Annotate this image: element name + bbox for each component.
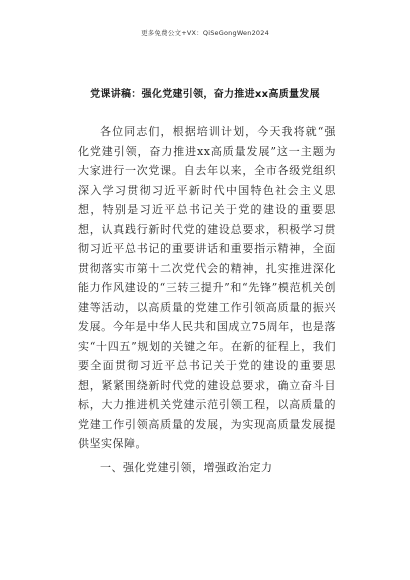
section-heading: 一、强化党建引领，增强政治定力 — [100, 461, 273, 474]
body-paragraph: 各位同志们，根据培训计划，今天我将就“强化党建引领，奋力推进xx高质量发展”这一主题为大家进行一次党课。自去年以来，全市各级党组织深入学习贯彻习近平新时代中国特色社会主义思想，特别是习近平总书记关于党的建设的重要思想，认真践行新时代党的建设总要求，积极学习贯彻习近平总书记的重要讲话和重要指示精神，全面贯彻落实市第十二次党代会的精神，扎实推进深化能力作风建设的“三转三提升”和“先锋”模范机关创建等活动，以高质量的党建工作引领高质量的振兴发展。今年是中华人民共和国成立75周年，也是落实“十四五”规划的关键之年。在新的征程上，我们要全面贯彻习近平总书记关于党的建设的重要思想，紧紧围绕新时代党的建设总要求，确立奋斗目标，大力推进机关党建示范引领工程，以高质量的党建工作引领高质量的发展，为实现高质量发展提供坚实保障。 — [78, 125, 336, 450]
header-note: 更多免费公文+VX：QiSeGongWen2024 — [141, 29, 269, 37]
document-title: 党课讲稿：强化党建引领，奋力推进xx高质量发展 — [90, 89, 320, 100]
